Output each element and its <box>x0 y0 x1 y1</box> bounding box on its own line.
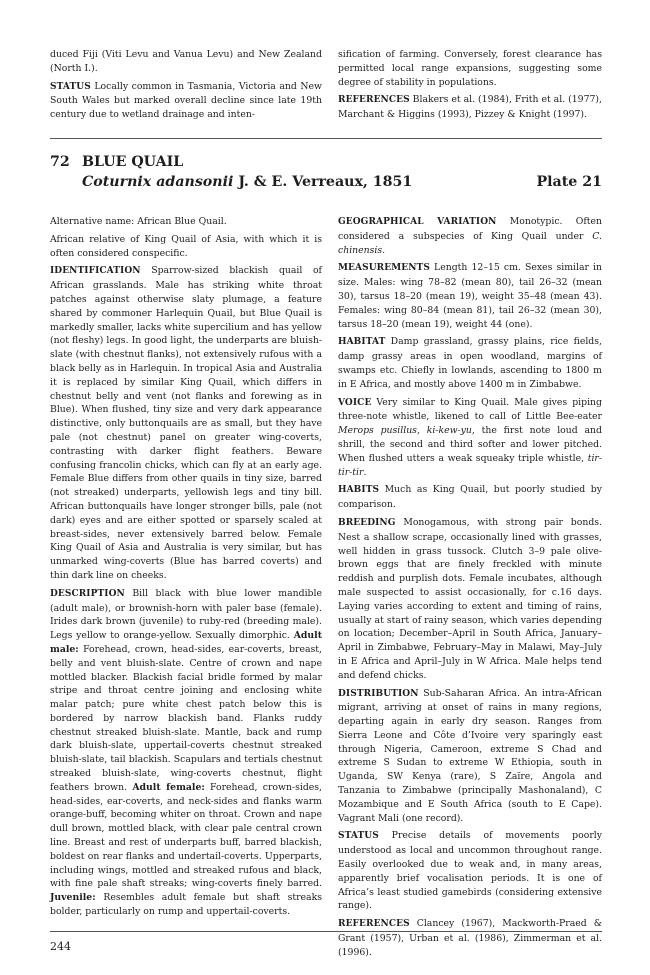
habitat-paragraph <box>338 335 602 391</box>
voice-label: VOICE <box>338 397 372 408</box>
status-paragraph <box>338 829 602 913</box>
continuation-text: sification of farming. Conversely, forest clearance has permitted local range expansions, suggesting some degree of stability in populations. <box>338 49 602 88</box>
juvenile-label: Juvenile: <box>50 892 96 904</box>
breeding-paragraph <box>338 516 602 683</box>
measurements-paragraph <box>338 261 602 331</box>
geographical-variation-text: Monotypic. Often considered a subspecies of King Quail under <box>338 216 602 242</box>
plate-reference: Plate 21 <box>536 174 602 190</box>
adult-female-text: Forehead, crown-sides, head-sides, ear-coverts, and neck-sides and flanks warm orange-buff, becoming whiter on throat. Crown and nape dull brown, mottled black, with clear pale central crown line. Breast and rest of underparts buff, barred blackish, boldest on rear flanks and undertail-coverts. Upperparts, including wings, mottled and streaked rufous and black, with fine pale shaft streaks; wing-coverts finely barred. <box>50 781 322 890</box>
scientific-name: Coturnix adansonii <box>82 174 234 190</box>
voice-text-middle: , the first note loud and shrill, the second and third softer and lower pitched. When flushed utters a weak squeaky triple whistle, <box>338 425 602 464</box>
habits-label: HABITS <box>338 485 380 496</box>
status-paragraph <box>50 80 322 122</box>
voice-paragraph <box>338 396 602 480</box>
habits-paragraph <box>338 483 602 512</box>
habitat-text: Damp grassland, grassy plains, rice fields, damp grassy areas in open woodland, margins of swamps etc. Chiefly in lowlands, ascending to 1800 m in E Africa, and mostly above 1400 m in Zimbabwe. <box>338 336 602 390</box>
adult-male-text: Forehead, crown, head-sides, ear-coverts, breast, belly and vent bluish-slate. Centre of crown and nape mottled blacker. Blackish facial bridle formed by malar stripe and throat centre joining and enclosing white malar patch; pure white chest patch below this is bordered by narrow blackish band. Flanks ruddy chestnut streaked bluish-slate. Mantle, back and rump dark bluish-slate, uppertail-coverts chestnut streaked bluish-slate, tail blackish. Scapulars and tertials chestnut streaked bluish-slate, wing-coverts chestnut, flight feathers brown. <box>50 643 322 793</box>
geographical-variation-paragraph <box>338 215 602 257</box>
status-text: Locally common in Tasmania, Victoria and New South Wales but marked overall decline since late 19th century due to wetland drainage and inten- <box>50 80 322 121</box>
top-left-column <box>50 48 322 126</box>
identification-paragraph <box>50 264 322 582</box>
adult-female-label: Adult female: <box>132 781 205 793</box>
measurements-text: Length 12–15 cm. Sexes similar in size. Males: wing 78–82 (mean 80), tail 26–32 (mean 30), tarsus 18–20 (mean 19), weight 35–48 (mean 43). Females: wing 80–84 (mean 81), tail 26–32 (mean 30), tarsus 18–20 (mean 19), weight 44 (one). <box>338 262 602 330</box>
juvenile-text: Resembles adult female but shaft streaks bolder, particularly on rump and uppertail-coverts. <box>50 892 322 918</box>
habits-text: Much as King Quail, but poorly studied by comparison. <box>338 484 602 511</box>
voice-end: . <box>363 466 367 478</box>
continuation-text: duced Fiji (Viti Levu and Vanua Levu) and New Zealand (North I.). <box>50 49 322 74</box>
right-column <box>338 215 602 964</box>
habitat-label: HABITAT <box>338 337 386 348</box>
description-text: Bill black with blue lower mandible (adult male), or brownish-horn with paler base (female). Irides dark brown (juvenile) to ruby-red (breeding male). Legs yellow to orange-yellow. Sexually dimorphic. <box>50 587 322 642</box>
references-text: Clancey (1967), Mackworth-Praed & Grant (1957), Urban et al. (1986), Zimmerman et al. (1996). <box>338 918 602 958</box>
status-label: STATUS <box>338 831 379 842</box>
references-text: Blakers et al. (1984), Frith et al. (1977), Marchant & Higgins (1993), Pizzey & Knight (1997). <box>338 94 602 121</box>
references-label: REFERENCES <box>338 95 410 106</box>
measurements-label: MEASUREMENTS <box>338 263 430 274</box>
adult-male-label: Adult male: <box>50 630 322 655</box>
identification-text: Sparrow-sized blackish quail of African grasslands. Male has striking white throat patches against otherwise slaty plumage, a feature shared by commoner Harlequin Quail, but Blue Quail is markedly smaller, lacks white supercilium and has yellow (not fleshy) legs. In good light, the underparts are bluish-slate (with chestnut flanks), not extensively rufous with a black belly as in Harlequin. In tropical Asia and Australia it is replaced by similar King Quail, which differs in chestnut belly and vent (not flanks and forewing as in Blue). When flushed, tiny size and very dark appearance distinctive, only buttonquails are as small, but they have pale (not chestnut) panel on greater wing-coverts, contrasting with darker flight feathers. Beware confusing francolin chicks, which can fly at an early age. Female Blue differs from other quails in tiny size, barred (not streaked) underparts, yellowish legs and tiny bill. African buttonquails have longer stronger bills, pale (not dark) eyes and are either spotted or sparsely scaled at breast-sides, never extensively barred below. Female King Quail of Asia and Australia is very similar, but has unmarked wing-coverts (Blue has barred coverts) and thin dark line on cheeks. <box>50 265 322 581</box>
page-number: 244 <box>50 940 71 953</box>
references-paragraph <box>338 917 602 959</box>
top-right-column <box>338 48 602 126</box>
voice-scientific: Merops pusillus, ki-kew-yu <box>338 425 472 437</box>
geographical-variation-label: GEOGRAPHICAL VARIATION <box>338 217 497 227</box>
description-label: DESCRIPTION <box>50 588 125 599</box>
description-paragraph <box>50 587 322 919</box>
species-name: BLUE QUAIL <box>82 154 184 170</box>
alternative-name: Alternative name: African Blue Quail. <box>50 216 227 227</box>
status-label: STATUS <box>50 81 91 92</box>
references-paragraph <box>338 93 602 122</box>
voice-text: Very similar to King Quail. Male gives piping three-note whistle, likened to call of Little Bee-eater <box>338 396 602 423</box>
breeding-label: BREEDING <box>338 517 396 528</box>
species-header <box>50 152 602 192</box>
identification-label: IDENTIFICATION <box>50 266 141 277</box>
breeding-text: Monogamous, with strong pair bonds. Nest a shallow scrape, occasionally lined with grasses, well hidden in grass tussock. Clutch 3–9 pale olive-brown eggs that are finely freckled with minute reddish and purplish dots. Female incubates, although male suspected to assist occasionally, for c.16 days. Laying varies according to extent and timing of rains, usually at start of rainy season, which varies depending on location; December–April in South Africa, January–April in Zimbabwe, February–May in Malawi, May–July in E Africa and April–July in W Africa. Male helps tend and defend chicks. <box>338 516 602 681</box>
geographical-variation-scientific: C. chinensis <box>338 230 602 256</box>
authority: J. & E. Verreaux, 1851 <box>233 174 413 190</box>
references-label: REFERENCES <box>338 919 410 930</box>
distribution-label: DISTRIBUTION <box>338 688 419 699</box>
footer-divider <box>50 931 602 932</box>
voice-call: tir-tir-tir <box>338 452 602 478</box>
distribution-text: Sub-Saharan Africa. An intra-African migrant, arriving at onset of rains in many regions, departing again in early dry season. Ranges from Sierra Leone and Côte d’Ivoire very sparingly east through Nigeria, Cameroon, extreme S Chad and extreme S Sudan to extreme W Ethiopia, south in Uganda, SW Kenya (rare), S Zaïre, Angola and Tanzania to Zimbabwe (principally Mashonaland), C Mozambique and E South Africa (south to E Cape). Vagrant Mali (one record). <box>338 687 602 824</box>
left-column <box>50 215 322 923</box>
species-number: 72 <box>50 154 70 170</box>
section-divider <box>50 138 602 139</box>
intro-text: African relative of King Quail of Asia, with which it is often considered conspecific. <box>50 233 322 259</box>
distribution-paragraph <box>338 687 602 826</box>
geographical-variation-end: . <box>382 244 386 256</box>
status-text: Precise details of movements poorly understood as local and uncommon throughout range. Easily overlooked due to weak and, in many areas, apparently brief vocalisation periods. It is one of Africa’s least studied gamebirds (considering extensive range). <box>338 830 602 912</box>
